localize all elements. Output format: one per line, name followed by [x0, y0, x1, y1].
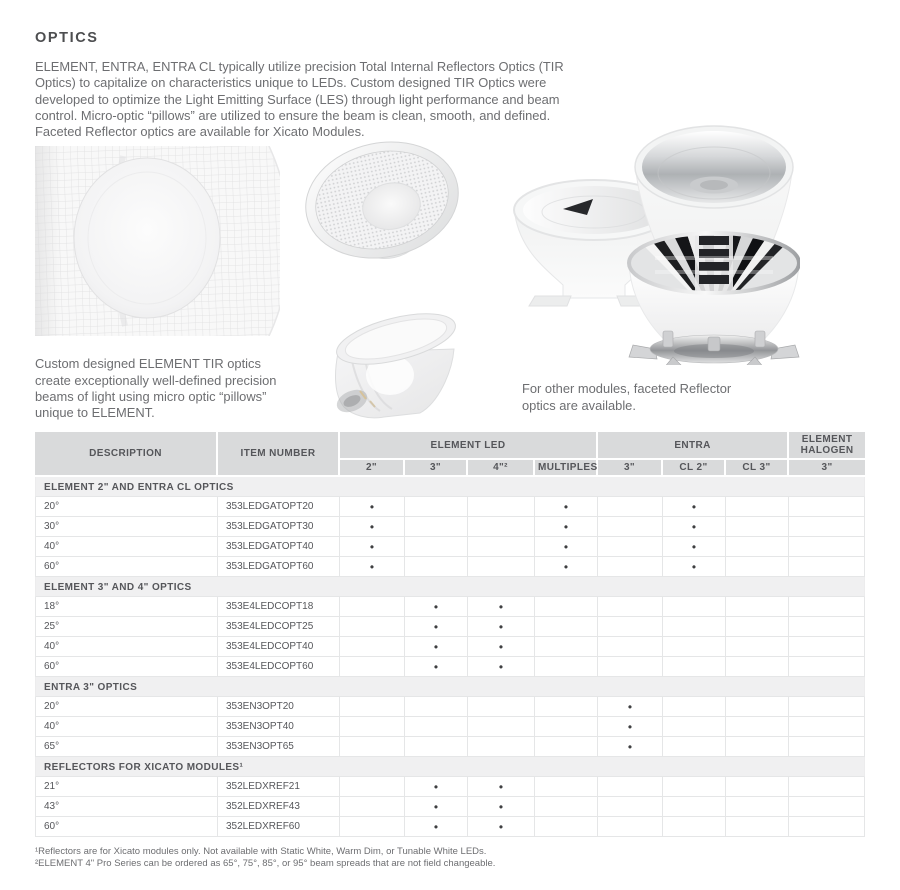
- table-section-row: [35, 757, 865, 777]
- cell-empty: [535, 617, 598, 637]
- cell-description: 30°: [35, 517, 218, 537]
- cell-empty: [663, 637, 726, 657]
- col-header-led-multiples: MULTIPLES: [535, 460, 598, 477]
- cell-description: 21°: [35, 777, 218, 797]
- cell-empty: [726, 617, 789, 637]
- cell-empty: [789, 797, 865, 817]
- cell-item-number: 352LEDXREF60: [218, 817, 340, 837]
- cell-empty: [789, 497, 865, 517]
- table-row: [35, 557, 865, 577]
- cell-empty: [468, 537, 535, 557]
- product-image-gallery: [35, 140, 865, 432]
- cell-description: 20°: [35, 497, 218, 517]
- cell-description: 18°: [35, 597, 218, 617]
- cell-empty: [598, 517, 663, 537]
- cell-empty: [726, 817, 789, 837]
- cell-item-number: 353EN3OPT40: [218, 717, 340, 737]
- cell-empty: [663, 717, 726, 737]
- cell-item-number: 352LEDXREF21: [218, 777, 340, 797]
- cell-empty: [535, 797, 598, 817]
- cell-compatibility-dot: •: [340, 497, 405, 517]
- cell-empty: [405, 697, 468, 717]
- cell-empty: [726, 797, 789, 817]
- intro-paragraph: ELEMENT, ENTRA, ENTRA CL typically utilize precision Total Internal Reflectors Optics (TIR Optics) to capitalize on characteristics unique to LEDs. Custom designed TIR Optics were developed to optimize the Light Emitting Surface (LES) through light performance and beam control. Micro-optic “pillows” are utilized to ensure the beam is clean, smooth, and defined. Faceted Reflector optics are available for Xicato Modules.: [35, 59, 564, 140]
- cell-empty: [340, 737, 405, 757]
- cell-compatibility-dot: •: [468, 777, 535, 797]
- cell-empty: [340, 817, 405, 837]
- col-group-entra: ENTRA: [598, 432, 789, 460]
- table-section-heading: REFLECTORS FOR XICATO MODULES¹: [35, 757, 865, 777]
- cell-compatibility-dot: •: [405, 597, 468, 617]
- cell-empty: [535, 597, 598, 617]
- cell-compatibility-dot: •: [405, 617, 468, 637]
- cell-empty: [789, 717, 865, 737]
- cell-empty: [789, 617, 865, 637]
- cell-empty: [340, 717, 405, 737]
- cell-empty: [789, 697, 865, 717]
- cell-empty: [405, 557, 468, 577]
- cell-description: 25°: [35, 617, 218, 637]
- cell-empty: [598, 617, 663, 637]
- cell-empty: [340, 617, 405, 637]
- cell-empty: [405, 737, 468, 757]
- cell-compatibility-dot: •: [663, 517, 726, 537]
- table-section-row: [35, 477, 865, 497]
- cell-empty: [726, 737, 789, 757]
- cell-empty: [789, 777, 865, 797]
- cell-description: 65°: [35, 737, 218, 757]
- cell-description: 60°: [35, 817, 218, 837]
- cell-item-number: 353E4LEDCOPT18: [218, 597, 340, 617]
- cell-empty: [468, 497, 535, 517]
- col-header-led-2in: 2": [340, 460, 405, 477]
- cell-empty: [340, 797, 405, 817]
- cell-empty: [663, 697, 726, 717]
- cell-empty: [535, 697, 598, 717]
- cell-empty: [468, 697, 535, 717]
- cell-empty: [598, 657, 663, 677]
- cell-description: 43°: [35, 797, 218, 817]
- cell-empty: [340, 637, 405, 657]
- cell-item-number: 352LEDXREF43: [218, 797, 340, 817]
- table-row: [35, 517, 865, 537]
- caption-element-tir: Custom designed ELEMENT TIR optics create exceptionally well-defined precision beams of light using micro optic “pillows” unique to ELEMENT.: [35, 356, 277, 421]
- cell-description: 60°: [35, 557, 218, 577]
- cell-compatibility-dot: •: [663, 537, 726, 557]
- cell-empty: [535, 717, 598, 737]
- cell-empty: [598, 537, 663, 557]
- cell-compatibility-dot: •: [405, 637, 468, 657]
- cell-compatibility-dot: •: [535, 537, 598, 557]
- col-header-led-4in: 4"²: [468, 460, 535, 477]
- cell-compatibility-dot: •: [663, 497, 726, 517]
- page-title: OPTICS: [35, 30, 99, 46]
- tir-optic-top-view-image: [300, 140, 465, 264]
- cell-empty: [726, 637, 789, 657]
- footnote-2: ²ELEMENT 4" Pro Series can be ordered as 65°, 75°, 85°, or 95° beam spreads that are not field changeable.: [35, 858, 496, 870]
- cell-empty: [663, 797, 726, 817]
- table-row: [35, 817, 865, 837]
- cell-description: 60°: [35, 657, 218, 677]
- cell-empty: [468, 717, 535, 737]
- cell-empty: [663, 737, 726, 757]
- cell-empty: [789, 517, 865, 537]
- cell-empty: [726, 697, 789, 717]
- cell-compatibility-dot: •: [468, 657, 535, 677]
- table-section-heading: ELEMENT 3" AND 4" OPTICS: [35, 577, 865, 597]
- cell-empty: [598, 797, 663, 817]
- cell-empty: [405, 497, 468, 517]
- cell-empty: [726, 537, 789, 557]
- cell-empty: [789, 817, 865, 837]
- footnotes: [35, 846, 865, 870]
- cell-empty: [598, 597, 663, 617]
- table-row: [35, 617, 865, 637]
- col-header-led-3in: 3": [405, 460, 468, 477]
- col-header-halogen-3in: 3": [789, 460, 865, 477]
- cell-compatibility-dot: •: [535, 557, 598, 577]
- cell-empty: [598, 497, 663, 517]
- table-row: [35, 777, 865, 797]
- cell-compatibility-dot: •: [468, 817, 535, 837]
- table-section-row: [35, 677, 865, 697]
- cell-compatibility-dot: •: [598, 717, 663, 737]
- cell-empty: [726, 517, 789, 537]
- cell-description: 40°: [35, 717, 218, 737]
- reflector-group-image: [505, 113, 800, 365]
- table-section-heading: ELEMENT 2" AND ENTRA CL OPTICS: [35, 477, 865, 497]
- cell-empty: [340, 697, 405, 717]
- footnote-1: ¹Reflectors are for Xicato modules only. Not available with Static White, Warm Dim, or Tunable White LEDs.: [35, 846, 487, 858]
- col-header-item-number: ITEM NUMBER: [218, 432, 340, 477]
- tir-optic-macro-image: [35, 146, 280, 336]
- table-row: [35, 797, 865, 817]
- cell-compatibility-dot: •: [405, 657, 468, 677]
- cell-item-number: 353E4LEDCOPT25: [218, 617, 340, 637]
- table-section-heading: ENTRA 3" OPTICS: [35, 677, 865, 697]
- caption-other-modules: For other modules, faceted Reflector optics are available.: [522, 381, 732, 413]
- cell-compatibility-dot: •: [535, 497, 598, 517]
- cell-compatibility-dot: •: [663, 557, 726, 577]
- cell-item-number: 353LEDGATOPT40: [218, 537, 340, 557]
- cell-item-number: 353LEDGATOPT30: [218, 517, 340, 537]
- cell-empty: [535, 737, 598, 757]
- cell-compatibility-dot: •: [468, 797, 535, 817]
- col-header-description: DESCRIPTION: [35, 432, 218, 477]
- cell-empty: [535, 777, 598, 797]
- cell-empty: [663, 657, 726, 677]
- cell-description: 40°: [35, 537, 218, 557]
- cell-empty: [726, 557, 789, 577]
- cell-compatibility-dot: •: [468, 617, 535, 637]
- cell-empty: [789, 597, 865, 617]
- cell-item-number: 353EN3OPT65: [218, 737, 340, 757]
- cell-empty: [535, 637, 598, 657]
- cell-empty: [726, 717, 789, 737]
- cell-empty: [726, 657, 789, 677]
- cell-compatibility-dot: •: [405, 797, 468, 817]
- cell-empty: [726, 597, 789, 617]
- cell-empty: [468, 737, 535, 757]
- cell-item-number: 353EN3OPT20: [218, 697, 340, 717]
- table-row: [35, 637, 865, 657]
- cell-item-number: 353E4LEDCOPT60: [218, 657, 340, 677]
- cell-empty: [726, 497, 789, 517]
- cell-empty: [468, 517, 535, 537]
- optics-compatibility-table: [35, 432, 865, 837]
- table-row: [35, 697, 865, 717]
- cell-compatibility-dot: •: [340, 537, 405, 557]
- cell-empty: [405, 717, 468, 737]
- table-section-row: [35, 577, 865, 597]
- cell-empty: [789, 557, 865, 577]
- cell-item-number: 353E4LEDCOPT40: [218, 637, 340, 657]
- cell-compatibility-dot: •: [340, 557, 405, 577]
- table-row: [35, 737, 865, 757]
- cell-empty: [405, 537, 468, 557]
- col-group-element-halogen: ELEMENT HALOGEN: [789, 432, 865, 460]
- col-header-entra-3in: 3": [598, 460, 663, 477]
- cell-item-number: 353LEDGATOPT60: [218, 557, 340, 577]
- cell-compatibility-dot: •: [468, 597, 535, 617]
- cell-empty: [663, 617, 726, 637]
- cell-empty: [535, 657, 598, 677]
- cell-empty: [789, 637, 865, 657]
- cell-empty: [663, 777, 726, 797]
- cell-empty: [598, 817, 663, 837]
- cell-empty: [663, 817, 726, 837]
- cell-compatibility-dot: •: [340, 517, 405, 537]
- col-header-entra-cl2in: CL 2": [663, 460, 726, 477]
- table-row: [35, 657, 865, 677]
- cell-empty: [468, 557, 535, 577]
- cell-description: 40°: [35, 637, 218, 657]
- cell-compatibility-dot: •: [405, 817, 468, 837]
- cell-empty: [535, 817, 598, 837]
- cell-compatibility-dot: •: [405, 777, 468, 797]
- col-group-element-led: ELEMENT LED: [340, 432, 598, 460]
- cell-compatibility-dot: •: [468, 637, 535, 657]
- cell-empty: [340, 597, 405, 617]
- cell-compatibility-dot: •: [598, 697, 663, 717]
- cell-description: 20°: [35, 697, 218, 717]
- cell-empty: [789, 657, 865, 677]
- cell-empty: [598, 637, 663, 657]
- cell-empty: [405, 517, 468, 537]
- col-header-entra-cl3in: CL 3": [726, 460, 789, 477]
- table-row: [35, 717, 865, 737]
- table-row: [35, 497, 865, 517]
- cell-item-number: 353LEDGATOPT20: [218, 497, 340, 517]
- cell-empty: [598, 557, 663, 577]
- cell-empty: [726, 777, 789, 797]
- cell-empty: [340, 777, 405, 797]
- cell-compatibility-dot: •: [535, 517, 598, 537]
- table-row: [35, 597, 865, 617]
- cell-empty: [340, 657, 405, 677]
- cell-empty: [598, 777, 663, 797]
- cell-empty: [789, 537, 865, 557]
- cell-empty: [663, 597, 726, 617]
- tir-optic-side-view-image: [308, 303, 458, 427]
- cell-empty: [789, 737, 865, 757]
- cell-compatibility-dot: •: [598, 737, 663, 757]
- table-row: [35, 537, 865, 557]
